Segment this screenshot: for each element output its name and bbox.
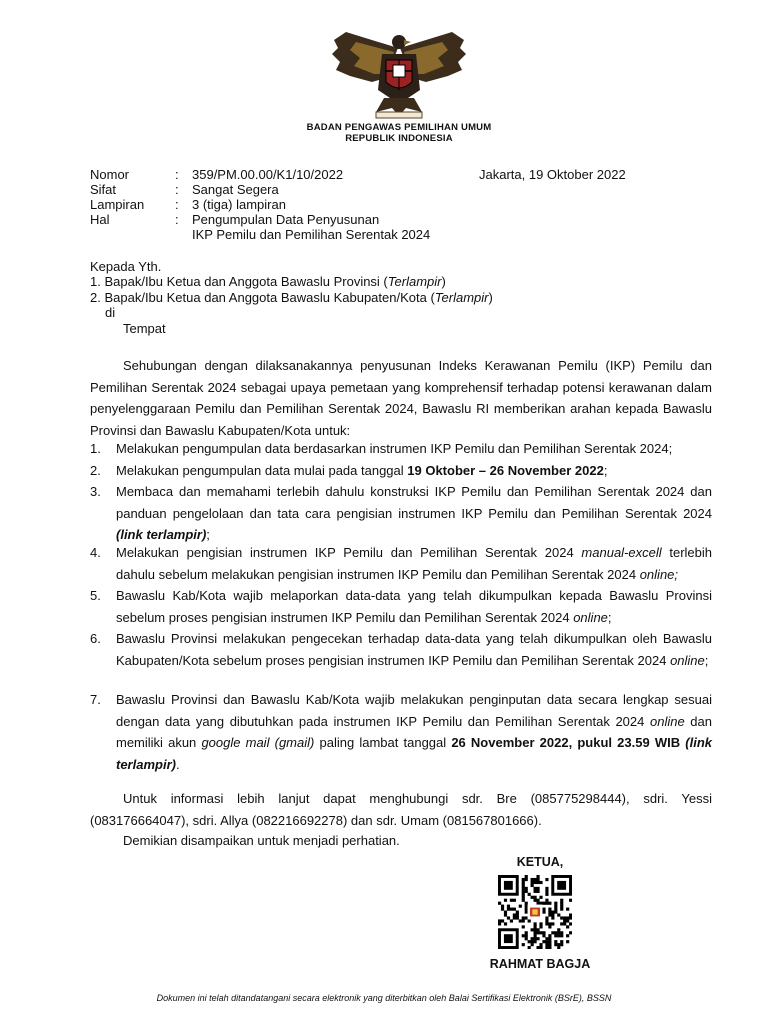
text-run: ; (704, 652, 709, 668)
list-text (116, 585, 712, 628)
text-run: ; (607, 609, 612, 625)
list-number: 6. (90, 631, 101, 646)
text-run: Bawaslu Provinsi dan Bawaslu Kab/Kota wajib melakukan penginputan data secara lengkap sesuai dengan data yang dibutuhkan pada instrumen IKP Pemilu dan Pemilihan Serentak 2024 (116, 692, 712, 729)
link-note: (link terlampir) (116, 735, 712, 773)
recipient-text: Bapak/Ibu Ketua dan Anggota Bawaslu Kabupaten/Kota ( (104, 290, 435, 305)
meta-label: Nomor (90, 167, 130, 182)
meta-colon: : (175, 182, 179, 197)
meta-colon: : (175, 167, 179, 182)
meta-colon: : (175, 212, 179, 227)
text-run: ; (206, 527, 210, 543)
list-number: 5. (90, 588, 101, 603)
contact-paragraph: Untuk informasi lebih lanjut dapat menghubungi sdr. Bre (085775298444), sdri. Yessi (083176664047), sdri. Allya (082216692278) dan sdr. Umam (081567801666). (90, 791, 712, 828)
meta-row-nomor (0, 167, 768, 182)
recipient-1 (90, 274, 446, 289)
date-range: 19 Oktober – 26 November 2022 (407, 463, 604, 478)
meta-value: 3 (tiga) lampiran (192, 197, 286, 212)
text-run: dan memiliki akun (116, 713, 712, 751)
org-name-line1: BADAN PENGAWAS PEMILIHAN UMUM (306, 122, 492, 133)
recipient-note: Terlampir (434, 290, 489, 305)
list-text (116, 628, 712, 671)
meta-row-hal-2 (0, 227, 768, 242)
italic-run: online (670, 652, 705, 668)
recipient-end: ) (488, 290, 493, 305)
di-label: di (105, 305, 116, 320)
list-text (116, 460, 712, 482)
list-text (116, 481, 712, 546)
recipient-number: 1. (90, 274, 101, 289)
link-note: (link terlampir) (116, 527, 207, 543)
list-text (116, 542, 712, 585)
signatory-name: RAHMAT BAGJA (489, 957, 591, 971)
qr-code-icon (498, 875, 572, 949)
meta-label: Sifat (90, 182, 117, 197)
italic-run: online (649, 713, 685, 729)
list-number: 2. (90, 463, 101, 478)
list-number: 7. (90, 692, 101, 707)
tempat-label: Tempat (123, 321, 166, 336)
italic-run: google mail (gmail) (201, 735, 315, 751)
list-text (116, 689, 712, 776)
meta-colon: : (175, 197, 179, 212)
text-run: Bawaslu Kab/Kota wajib melaporkan data-data yang telah dikumpulkan kepada Bawaslu Provinsi sebelum proses pengisian instrumen IKP Pemilu dan Pemilihan Serentak 2024 (116, 588, 712, 625)
meta-value: 359/PM.00.00/K1/10/2022 (192, 167, 344, 182)
meta-value: IKP Pemilu dan Pemilihan Serentak 2024 (192, 227, 431, 242)
italic-run: online; (639, 566, 679, 582)
recipient-end: ) (441, 274, 446, 289)
meta-label: Hal (90, 212, 110, 227)
garuda-emblem-icon (276, 28, 522, 120)
text-run: Bawaslu Provinsi melakukan pengecekan terhadap data-data yang telah dikumpulkan oleh Bawaslu Kabupaten/Kota sebelum proses pengisian instrumen IKP Pemilu dan Pemilihan Serentak 2024 (116, 631, 712, 668)
list-number: 4. (90, 545, 101, 560)
text-run: . (175, 757, 180, 773)
list-number: 3. (90, 484, 101, 499)
kepada-label: Kepada Yth. (90, 259, 162, 274)
meta-row-hal (0, 212, 768, 227)
recipient-text: Bapak/Ibu Ketua dan Anggota Bawaslu Provinsi ( (104, 274, 388, 289)
place-date: Jakarta, 19 Oktober 2022 (479, 167, 626, 182)
letterhead (276, 28, 522, 146)
list-number: 1. (90, 441, 101, 456)
text-run: terlebih dahulu sebelum melakukan pengisian instrumen IKP Pemilu dan Pemilihan Serentak 2024 (116, 545, 712, 582)
list-text (116, 438, 712, 460)
org-name-line2: REPUBLIK INDONESIA (345, 133, 453, 144)
deadline: 26 November 2022, pukul 23.59 WIB (451, 735, 681, 751)
meta-row-sifat (0, 182, 768, 197)
e-signature-footer: Dokumen ini telah ditandatangani secara elektronik yang diterbitkan oleh Balai Sertifikasi Elektronik (BSrE), BSSN (156, 993, 612, 1003)
meta-value: Pengumpulan Data Penyusunan (192, 212, 380, 227)
recipient-2 (90, 290, 493, 305)
intro-paragraph: Sehubungan dengan dilaksanakannya penyusunan Indeks Kerawanan Pemilu (IKP) Pemilu dan Pemilihan Serentak 2024 sebagai upaya pemetaan yang komprehensif terhadap potensi kerawanan dalam penyelenggaraan Pemilu dan Pemilihan Serentak 2024, Bawaslu RI memberikan arahan kepada Bawaslu Provinsi dan Bawaslu Kabupaten/Kota untuk: (90, 358, 712, 439)
italic-run: manual-excell (581, 545, 662, 560)
italic-run: online (573, 609, 608, 625)
meta-value: Sangat Segera (192, 182, 279, 197)
text-run: paling lambat tanggal (314, 735, 452, 751)
text-run: Melakukan pengisian instrumen IKP Pemilu dan Pemilihan Serentak 2024 (116, 545, 582, 560)
qr-code[interactable] (498, 875, 572, 949)
recipient-number: 2. (90, 290, 101, 305)
text-run: Membaca dan memahami terlebih dahulu konstruksi IKP Pemilu dan Pemilihan Serentak 2024 dan panduan pengelolaan dan tata cara pengisian instrumen IKP Pemilu dan Pemilihan Serentak 2024 (116, 484, 712, 521)
text-run: Melakukan pengumpulan data berdasarkan instrumen IKP Pemilu dan Pemilihan Serentak 2024; (116, 441, 673, 456)
meta-row-lampiran (0, 197, 768, 212)
text-run: ; (603, 463, 608, 478)
signature-title: KETUA, (516, 855, 564, 869)
text-run: Melakukan pengumpulan data mulai pada tanggal (116, 463, 408, 478)
recipient-note: Terlampir (387, 274, 442, 289)
closing-line: Demikian disampaikan untuk menjadi perhatian. (123, 833, 400, 848)
meta-label: Lampiran (90, 197, 145, 212)
